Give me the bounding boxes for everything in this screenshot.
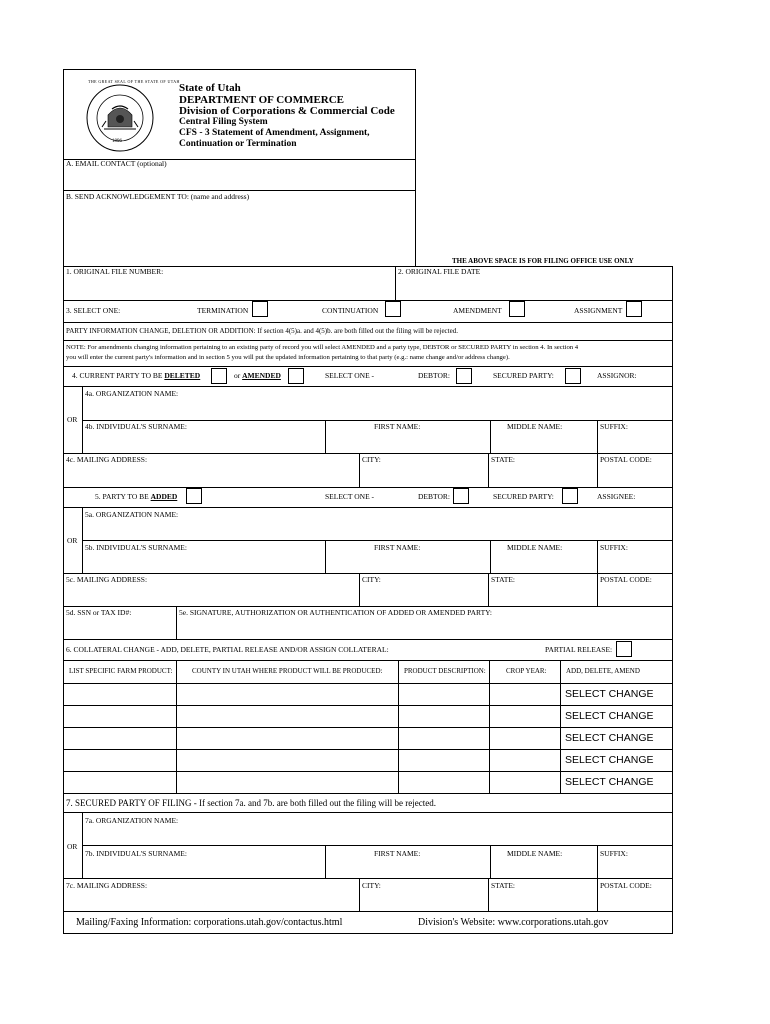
section7-title: 7. SECURED PARTY OF FILING - If section 7a. and 7b. are both filled out the filing will be rejected. [66, 798, 436, 808]
footer-mailing: Mailing/Faxing Information: corporations.utah.gov/contactus.html [76, 917, 343, 928]
partial-release-label: PARTIAL RELEASE: [545, 645, 613, 654]
amended-checkbox[interactable] [288, 368, 304, 384]
ssn-label: 5d. SSN or TAX ID#: [66, 608, 132, 617]
section4-org-name-field[interactable] [83, 386, 673, 420]
deleted-label: DELETED [164, 371, 201, 380]
orig-file-date-field[interactable] [396, 266, 673, 300]
send-ack-label: B. SEND ACKNOWLEDGEMENT TO: (name and address) [66, 192, 250, 201]
section5-debtor-label: DEBTOR: [418, 492, 450, 501]
col-farm-product: LIST SPECIFIC FARM PRODUCT: [69, 667, 173, 675]
termination-label: TERMINATION [197, 306, 249, 315]
section5-mailing-label: 5c. MAILING ADDRESS: [66, 575, 148, 584]
select-change-4[interactable]: SELECT CHANGE [565, 754, 654, 766]
section7-postal-label: POSTAL CODE: [600, 881, 652, 890]
section7-org-name-field[interactable] [83, 812, 673, 845]
section5-state-label: STATE: [491, 575, 515, 584]
partial-release-checkbox[interactable] [616, 641, 632, 657]
seal-year: 1896 [112, 139, 122, 144]
party-info-title: PARTY INFORMATION CHANGE, DELETION OR ADDITION: If section 4(5)a. and 4(5)b. are both filled out the filing will be rejected. [66, 327, 458, 335]
section4-middle-name-label: MIDDLE NAME: [507, 422, 563, 431]
section4-secured-party-checkbox[interactable] [565, 368, 581, 384]
section4-label: 4. CURRENT PARTY TO BE DELETED [72, 371, 201, 380]
col-add-delete-amend: ADD, DELETE, AMEND [566, 667, 640, 675]
send-ack-field[interactable] [63, 190, 416, 267]
seal-text: THE GREAT SEAL OF THE STATE OF UTAH [88, 79, 180, 84]
section5-surname-label: 5b. INDIVIDUAL'S SURNAME: [85, 543, 187, 552]
filing-office-note: THE ABOVE SPACE IS FOR FILING OFFICE USE ONLY [452, 257, 634, 265]
assignment-label: ASSIGNMENT [574, 306, 623, 315]
added-checkbox[interactable] [186, 488, 202, 504]
section7-org-name-label: 7a. ORGANIZATION NAME: [85, 816, 179, 825]
select-one-label: 3. SELECT ONE: [66, 306, 121, 315]
deleted-checkbox[interactable] [211, 368, 227, 384]
col-crop-year: CROP YEAR: [506, 667, 547, 675]
email-contact-label: A. EMAIL CONTACT (optional) [66, 159, 167, 168]
orig-file-number-label: 1. ORIGINAL FILE NUMBER: [66, 267, 164, 276]
header-form-line1: CFS - 3 Statement of Amendment, Assignment, [179, 128, 370, 138]
section7-or: OR [67, 842, 78, 851]
continuation-checkbox[interactable] [385, 301, 401, 317]
section5-middle-name-label: MIDDLE NAME: [507, 543, 563, 552]
section5-label: 5. PARTY TO BE ADDED [95, 492, 178, 501]
section4-secured-party-label: SECURED PARTY: [493, 371, 554, 380]
amended-label: AMENDED [242, 371, 281, 380]
header-division: Division of Corporations & Commercial Code [179, 105, 395, 117]
section5-postal-label: POSTAL CODE: [600, 575, 652, 584]
section7-first-name-label: FIRST NAME: [374, 849, 421, 858]
orig-file-date-label: 2. ORIGINAL FILE DATE [398, 267, 481, 276]
amendment-label: AMENDMENT [453, 306, 502, 315]
continuation-label: CONTINUATION [322, 306, 379, 315]
header-state: State of Utah [179, 82, 241, 94]
section5-secured-party-label: SECURED PARTY: [493, 492, 554, 501]
section7-state-label: STATE: [491, 881, 515, 890]
assignee-label: ASSIGNEE: [597, 492, 636, 501]
section7-surname-label: 7b. INDIVIDUAL'S SURNAME: [85, 849, 187, 858]
section5-debtor-checkbox[interactable] [453, 488, 469, 504]
orig-file-number-field[interactable] [63, 266, 395, 300]
added-label: ADDED [150, 492, 178, 501]
section4-or: OR [67, 415, 78, 424]
col-product-description: PRODUCT DESCRIPTION: [404, 667, 486, 675]
header-system: Central Filing System [179, 117, 268, 127]
select-change-3[interactable]: SELECT CHANGE [565, 732, 654, 744]
select-change-1[interactable]: SELECT CHANGE [565, 688, 654, 700]
header-form-line2: Continuation or Termination [179, 139, 297, 149]
header-department: DEPARTMENT OF COMMERCE [179, 94, 345, 106]
assignor-label: ASSIGNOR: [597, 371, 637, 380]
section4-suffix-label: SUFFIX: [600, 422, 628, 431]
section5-suffix-label: SUFFIX: [600, 543, 628, 552]
section4-postal-label: POSTAL CODE: [600, 455, 652, 464]
section5-select-one: SELECT ONE - [325, 492, 375, 501]
signature-label: 5e. SIGNATURE, AUTHORIZATION OR AUTHENTICATION OF ADDED OR AMENDED PARTY: [179, 608, 492, 617]
section4-org-name-label: 4a. ORGANIZATION NAME: [85, 389, 179, 398]
section4-debtor-label: DEBTOR: [418, 371, 450, 380]
col-county: COUNTY IN UTAH WHERE PRODUCT WILL BE PRODUCED: [192, 667, 383, 675]
section7-city-label: CITY: [362, 881, 381, 890]
section4-city-label: CITY: [362, 455, 381, 464]
select-change-2[interactable]: SELECT CHANGE [565, 710, 654, 722]
section4-mailing-label: 4c. MAILING ADDRESS: [66, 455, 148, 464]
or-text: or [234, 371, 241, 380]
section7-suffix-label: SUFFIX: [600, 849, 628, 858]
select-change-5[interactable]: SELECT CHANGE [565, 776, 654, 788]
collateral-title: 6. COLLATERAL CHANGE - ADD, DELETE, PARTIAL RELEASE AND/OR ASSIGN COLLATERAL: [66, 645, 389, 654]
section5-org-name-label: 5a. ORGANIZATION NAME: [85, 510, 179, 519]
section4-debtor-checkbox[interactable] [456, 368, 472, 384]
section4-surname-label: 4b. INDIVIDUAL'S SURNAME: [85, 422, 187, 431]
section7-middle-name-label: MIDDLE NAME: [507, 849, 563, 858]
section5-or: OR [67, 536, 78, 545]
section4-state-label: STATE: [491, 455, 515, 464]
section4-first-name-label: FIRST NAME: [374, 422, 421, 431]
footer-website: Division's Website: www.corporations.utah.gov [418, 917, 609, 928]
assignment-checkbox[interactable] [626, 301, 642, 317]
section5-org-name-field[interactable] [83, 507, 673, 540]
party-info-note-line2: you will enter the current party's information and in section 5 you will put the updated information pertaining to that party (e.g.: name change and/or address change). [66, 354, 510, 361]
section7-mailing-label: 7c. MAILING ADDRESS: [66, 881, 148, 890]
party-info-note-line1: NOTE: For amendments changing information pertaining to an existing party of record you will select AMENDED and a party type, DEBTOR or SECURED PARTY in section 4. In section 4 [66, 344, 579, 351]
section5-city-label: CITY: [362, 575, 381, 584]
section5-first-name-label: FIRST NAME: [374, 543, 421, 552]
termination-checkbox[interactable] [252, 301, 268, 317]
amendment-checkbox[interactable] [509, 301, 525, 317]
section5-secured-party-checkbox[interactable] [562, 488, 578, 504]
section4-select-one: SELECT ONE - [325, 371, 375, 380]
